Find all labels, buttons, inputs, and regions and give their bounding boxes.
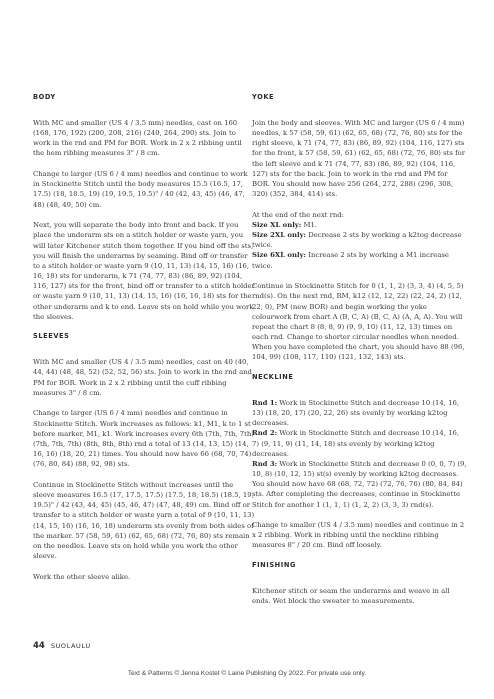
- page-number: 44: [33, 641, 45, 651]
- sleeves-paragraph-other: Work the other sleeve alike.: [33, 572, 131, 581]
- size-xl-line: [252, 220, 467, 230]
- sleeves-paragraph-continue: Continue in Stockinette Stitch without increases until the sleeve measures 16.5 (17, 17.5, 17.5) (17.5, 18, 18.5) (18.5, 19, 19.5)" / 42 (43, 44, 45) (45, 46, 47) (47, 48, 49) cm. Bind off or transfer to a stitch holder or waste yarn a total of 9 (10, 11, 13) (14, 15, 16) (16, 16, 18) underarm sts evenly from both sides of the marker. 57 (58, 59, 61) (62, 65, 68) (72, 76, 80) sts remain on the needles. Leave sts on hold while you work the other sleeve.: [33, 480, 255, 560]
- sleeves-paragraph-increases: Change to larger (US 6 / 4 mm) needles and continue in Stockinette Stitch. Work increases as follows: k1, M1, k to 1 st before marker, M1, k1. Work increases every 6th (7th, 7th, 7th) (7th, 7th, 7th) (8th, 8th, 8th) rnd a total of 13 (14, 13, 15) (14, 16, 16) (18, 20, 21) times. You should now have 66 (68, 70, 74) (76, 80, 84) (88, 92, 98) sts.: [33, 409, 254, 469]
- book-name: SUOLAULU: [50, 642, 91, 650]
- size-xl-text: M1.: [301, 220, 318, 229]
- right-column: [252, 93, 467, 617]
- neckline-rounds: [252, 398, 467, 510]
- sleeves-heading: SLEEVES: [33, 332, 70, 341]
- yoke-paragraph-join: Join the body and sleeves. With MC and larger (US 6 / 4 mm) needles, k 57 (58, 59, 61) (62, 65, 68) (72, 76, 80) sts for the right sleeve, k 71 (74, 77, 83) (86, 89, 92) (104, 116, 127) sts for the front, k 57 (58, 59, 61) (62, 65, 68) (72, 76, 80) sts for the left sleeve and k 71 (74, 77, 83) (86, 89, 92) (104, 116, 127) sts for the back. Join to work in the rnd and PM for BOR. You should now have 256 (264, 272, 288) (296, 308, 320) (352, 384, 414) sts.: [252, 119, 466, 199]
- left-column: [33, 93, 255, 592]
- rnd2-text: Work in Stockinette Stitch and decrease 10 (14, 16, 7) (9, 11, 9) (11, 14, 18) sts evenly by working k2tog decreases.: [252, 429, 460, 458]
- finishing-paragraph: Kitchener stitch or seam the underarms and weave in all ends. Wet block the sweater to measurements.: [252, 587, 450, 606]
- body-paragraph-cast-on: With MC and smaller (US 4 / 3.5 mm) needles, cast on 160 (168, 176, 192) (200, 208, 216) (240, 264, 290) sts. Join to work in the rnd and PM for BOR. Work in 2 x 2 ribbing until the hem ribbing measures 3" / 8 cm.: [33, 119, 242, 158]
- copyright-notice: Text & Patterns © Jenna Kostet © Laine Publishing Oy 2022. For private use only.: [127, 670, 367, 677]
- sleeves-paragraph-cast-on: With MC and smaller (US 4 / 3.5 mm) needles, cast on 40 (40, 44, 44) (48, 48, 52) (52, 52, 56) sts. Join to work in the rnd and PM for BOR. Work in 2 x 2 ribbing until the cuff ribbing measures 3" / 8 cm.: [33, 358, 252, 397]
- body-paragraph-separate: Next, you will separate the body into front and back. If you place the underarm sts on a stitch holder or waste yarn, you will later Kitchener stitch them together. If you bind off the sts, you will finish the underarms by seaming. Bind off or transfer to a stitch holder or waste yarn 9 (10, 11, 13) (14, 15, 16) (16, 16, 18) sts for underarm, k 71 (74, 77, 83) (86, 89, 92) (104, 116, 127) sts for the front, bind off or transfer to a stitch holder or waste yarn 9 (10, 11, 13) (14, 15, 16) (16, 16, 18) sts for the other underarm and k to end. Leave sts on hold while you work the sleeves.: [33, 221, 255, 321]
- rnd2-label: Rnd 2:: [252, 429, 278, 438]
- body-paragraph-change-needles: Change to larger (US 6 / 4 mm) needles and continue to work in Stockinette Stitch until the body measures 15.5 (16.5, 17, 17.5) (18, 18.5, 19) (19, 19.5, 19.5)" / 40 (42, 43, 45) (46, 47, 48) (48, 49, 50) cm.: [33, 170, 248, 209]
- size-6xl-line: [252, 250, 467, 270]
- size-6xl-text: Increase 2 sts by working a M1 increase twice.: [252, 251, 449, 270]
- finishing-heading: FINISHING: [252, 561, 296, 570]
- rnd3-label: Rnd 3:: [252, 459, 278, 468]
- body-heading: BODY: [33, 93, 56, 101]
- size-2xl-line: [252, 230, 467, 250]
- neckline-after-text: You should now have 68 (68, 72, 72) (72, 76, 76) (80, 84, 84) sts. After completing the decreases, continue in Stockinette Stitch for another 1 (1, 1, 1) (1, 2, 2) (3, 3, 3) rnd(s).: [252, 480, 463, 509]
- rnd1-label: Rnd 1:: [252, 398, 278, 407]
- rnd3-line: [252, 459, 467, 479]
- size-6xl-label: Size 6XL only:: [252, 251, 307, 260]
- size-xl-label: Size XL only:: [252, 220, 302, 229]
- yoke-paragraph-colourwork: Continue in Stockinette Stitch for 0 (1, 1, 2) (3, 3, 4) (4, 5, 5) rnd(s). On the next rnd, RM, k12 (12, 12, 22) (22, 24, 2) (12, 22, 0), PM (new BOR) and begin working the yoke colourwork from chart A (B, C, A) (B, C, A) (A, A, A). You will repeat the chart 8 (8, 8, 9) (9, 9, 10) (11, 12, 13) times on each rnd. Change to shorter circular needles when needed. When you have completed the chart, you should have 88 (96, 104, 99) (108, 117, 110) (121, 132, 143) sts.: [252, 282, 465, 362]
- size-2xl-text: Decrease 2 sts by working a k2tog decrease twice.: [252, 231, 462, 250]
- rnd3-text: Work in Stockinette Stitch and decrease 0 (0, 0, 7) (9, 10, 8) (10, 12, 15) st(s) evenly by working k2tog decreases.: [252, 459, 467, 479]
- rnd2-line: [252, 428, 467, 458]
- neckline-heading: NECKLINE: [252, 372, 294, 381]
- rnd1-text: Work in Stockinette Stitch and decrease 10 (14, 16, 13) (18, 20, 17) (20, 22, 26) sts evenly by working k2tog decreases.: [252, 398, 460, 428]
- page-footer: [33, 633, 91, 652]
- neckline-paragraph-ribbing: Change to smaller (US 4 / 3.5 mm) needles and continue in 2 x 2 ribbing. Work in ribbing until the neckline ribbing measures 8" / 20 cm. Bind off loosely.: [252, 521, 465, 550]
- rnd1-line: [252, 398, 467, 428]
- size-2xl-label: Size 2XL only:: [252, 231, 307, 240]
- yoke-size-adjustments: [252, 210, 467, 271]
- yoke-heading: YOKE: [252, 93, 275, 101]
- yoke-next-rnd: At the end of the next rnd:: [252, 210, 344, 219]
